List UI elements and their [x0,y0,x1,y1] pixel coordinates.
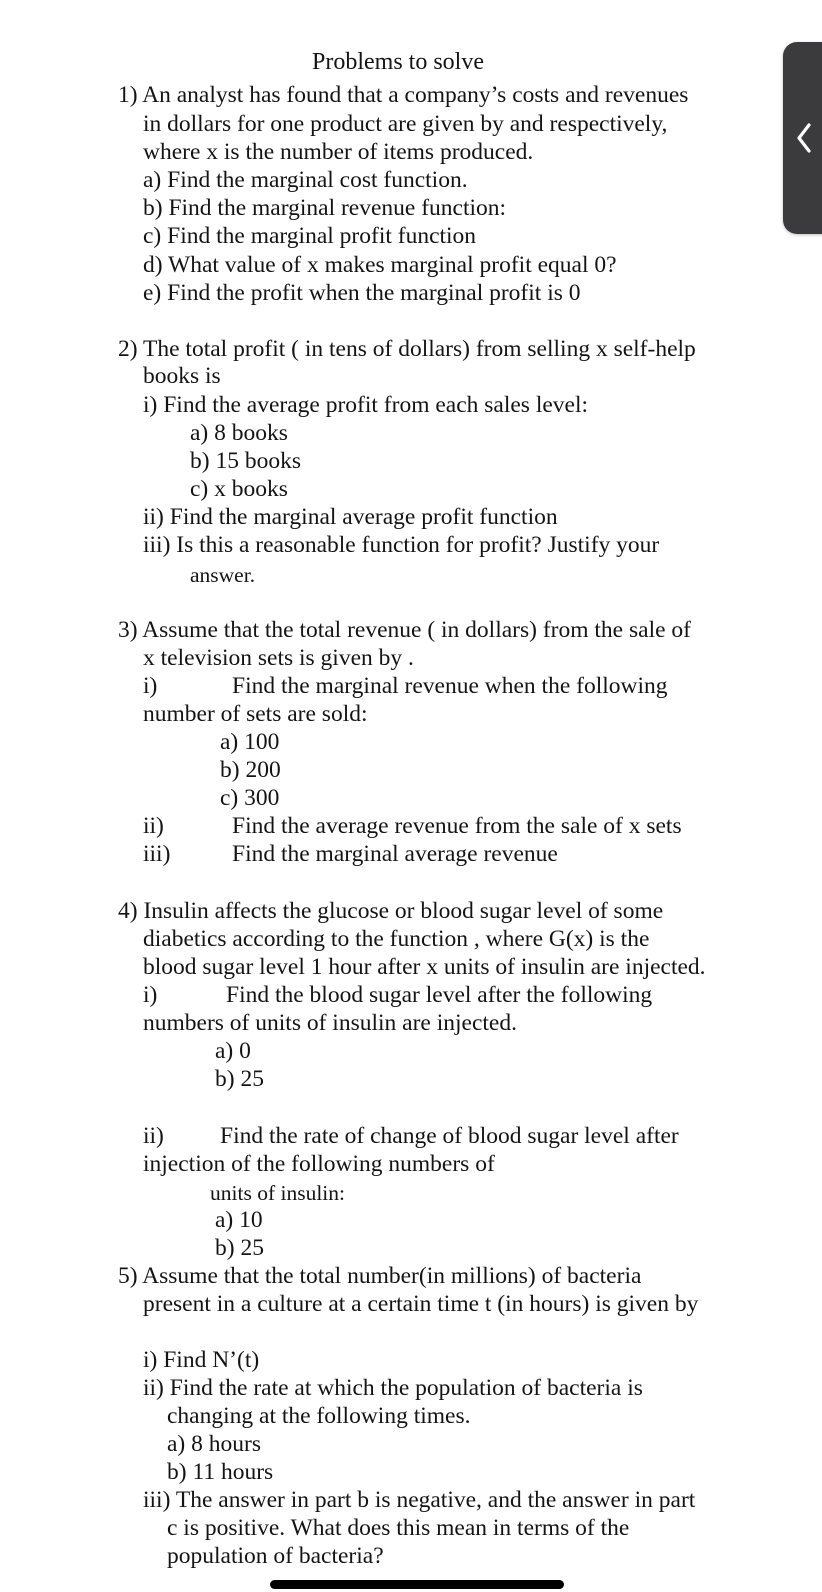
problem3-part-i-b: b) 200 [220,757,281,783]
problem4-part-i-a: a) 0 [215,1038,251,1064]
problem3-line1: 3) Assume that the total revenue ( in dollars) from the sale of [118,617,691,643]
problem3-part-i: Find the marginal revenue when the following [232,673,668,699]
side-panel-tab[interactable] [783,42,822,234]
problem2-part-iii-continued: answer. [190,563,256,587]
problem2-line1: 2) The total profit ( in tens of dollars) from selling x self-help [118,336,696,362]
problem5-line2: present in a culture at a certain time t (in hours) is given by [143,1291,699,1317]
problem3-line2: x television sets is given by . [143,645,414,671]
problem5-part-iii-continued-2: population of bacteria? [167,1543,384,1569]
problem1-part-b: b) Find the marginal revenue function: [143,195,507,221]
problem3-part-ii: Find the average revenue from the sale of x sets [232,813,682,839]
problem4-line1: 4) Insulin affects the glucose or blood sugar level of some [118,898,664,924]
problem3-part-iii: Find the marginal average revenue [232,841,558,867]
problem4-part-ii-continued: injection of the following numbers of [143,1151,495,1177]
problem3-part-i-c: c) 300 [220,785,280,811]
problem4-part-ii-a: a) 10 [215,1207,263,1233]
problem3-part-iii-number: iii) [143,841,171,867]
problem4-line3: blood sugar level 1 hour after x units of insulin are injected. [143,954,706,980]
problem1-part-a: a) Find the marginal cost function. [143,167,468,193]
problem1-line1: 1) An analyst has found that a company’s costs and revenues [118,82,689,108]
problem1-line3: where x is the number of items produced. [143,139,534,165]
problem5-part-i: i) Find N’(t) [143,1347,260,1373]
problem2-part-iii: iii) Is this a reasonable function for profit? Justify your [143,532,660,558]
problem5-part-ii-a: a) 8 hours [167,1431,261,1457]
problem1-part-c: c) Find the marginal profit function [143,223,477,249]
problem3-part-i-a: a) 100 [220,729,280,755]
problem4-part-i-number: i) [143,982,158,1008]
problem4-part-i-b: b) 25 [215,1066,264,1092]
problem2-line2: books is [143,363,221,389]
problem4-part-ii-number: ii) [143,1123,164,1149]
problem5-part-iii: iii) The answer in part b is negative, and the answer in part [143,1487,696,1513]
problem4-part-i-continued: numbers of units of insulin are injected. [143,1010,517,1036]
problem4-part-ii-b: b) 25 [215,1235,264,1261]
problem2-part-i: i) Find the average profit from each sales level: [143,392,589,418]
problem3-part-i-continued: number of sets are sold: [143,701,368,727]
problem5-part-ii-continued: changing at the following times. [167,1403,471,1429]
problem3-part-ii-number: ii) [143,813,164,839]
problem2-part-ii: ii) Find the marginal average profit function [143,504,558,530]
problem3-part-i-number: i) [143,673,158,699]
problem2-part-i-a: a) 8 books [190,420,288,446]
problem2-part-i-c: c) x books [190,476,288,502]
problem2-part-i-b: b) 15 books [190,448,301,474]
chevron-left-icon [794,122,814,154]
problem4-line2: diabetics according to the function , where G(x) is the [143,926,650,952]
problem1-line2: in dollars for one product are given by and respectively, [143,111,668,137]
problem5-part-iii-continued: c is positive. What does this mean in terms of the [167,1515,630,1541]
problem5-part-ii-b: b) 11 hours [167,1459,274,1485]
problem4-part-ii: Find the rate of change of blood sugar level after [220,1123,679,1149]
home-indicator-bar[interactable] [270,1580,564,1589]
problem5-part-ii: ii) Find the rate at which the population of bacteria is [143,1375,643,1401]
page-title: Problems to solve [312,49,484,75]
problem1-part-d: d) What value of x makes marginal profit equal 0? [143,252,617,278]
problem4-part-ii-continued-2: units of insulin: [210,1181,345,1205]
problem5-line1: 5) Assume that the total number(in millions) of bacteria [118,1263,642,1289]
problem4-part-i: Find the blood sugar level after the following [226,982,653,1008]
problem1-part-e: e) Find the profit when the marginal profit is 0 [143,280,581,306]
